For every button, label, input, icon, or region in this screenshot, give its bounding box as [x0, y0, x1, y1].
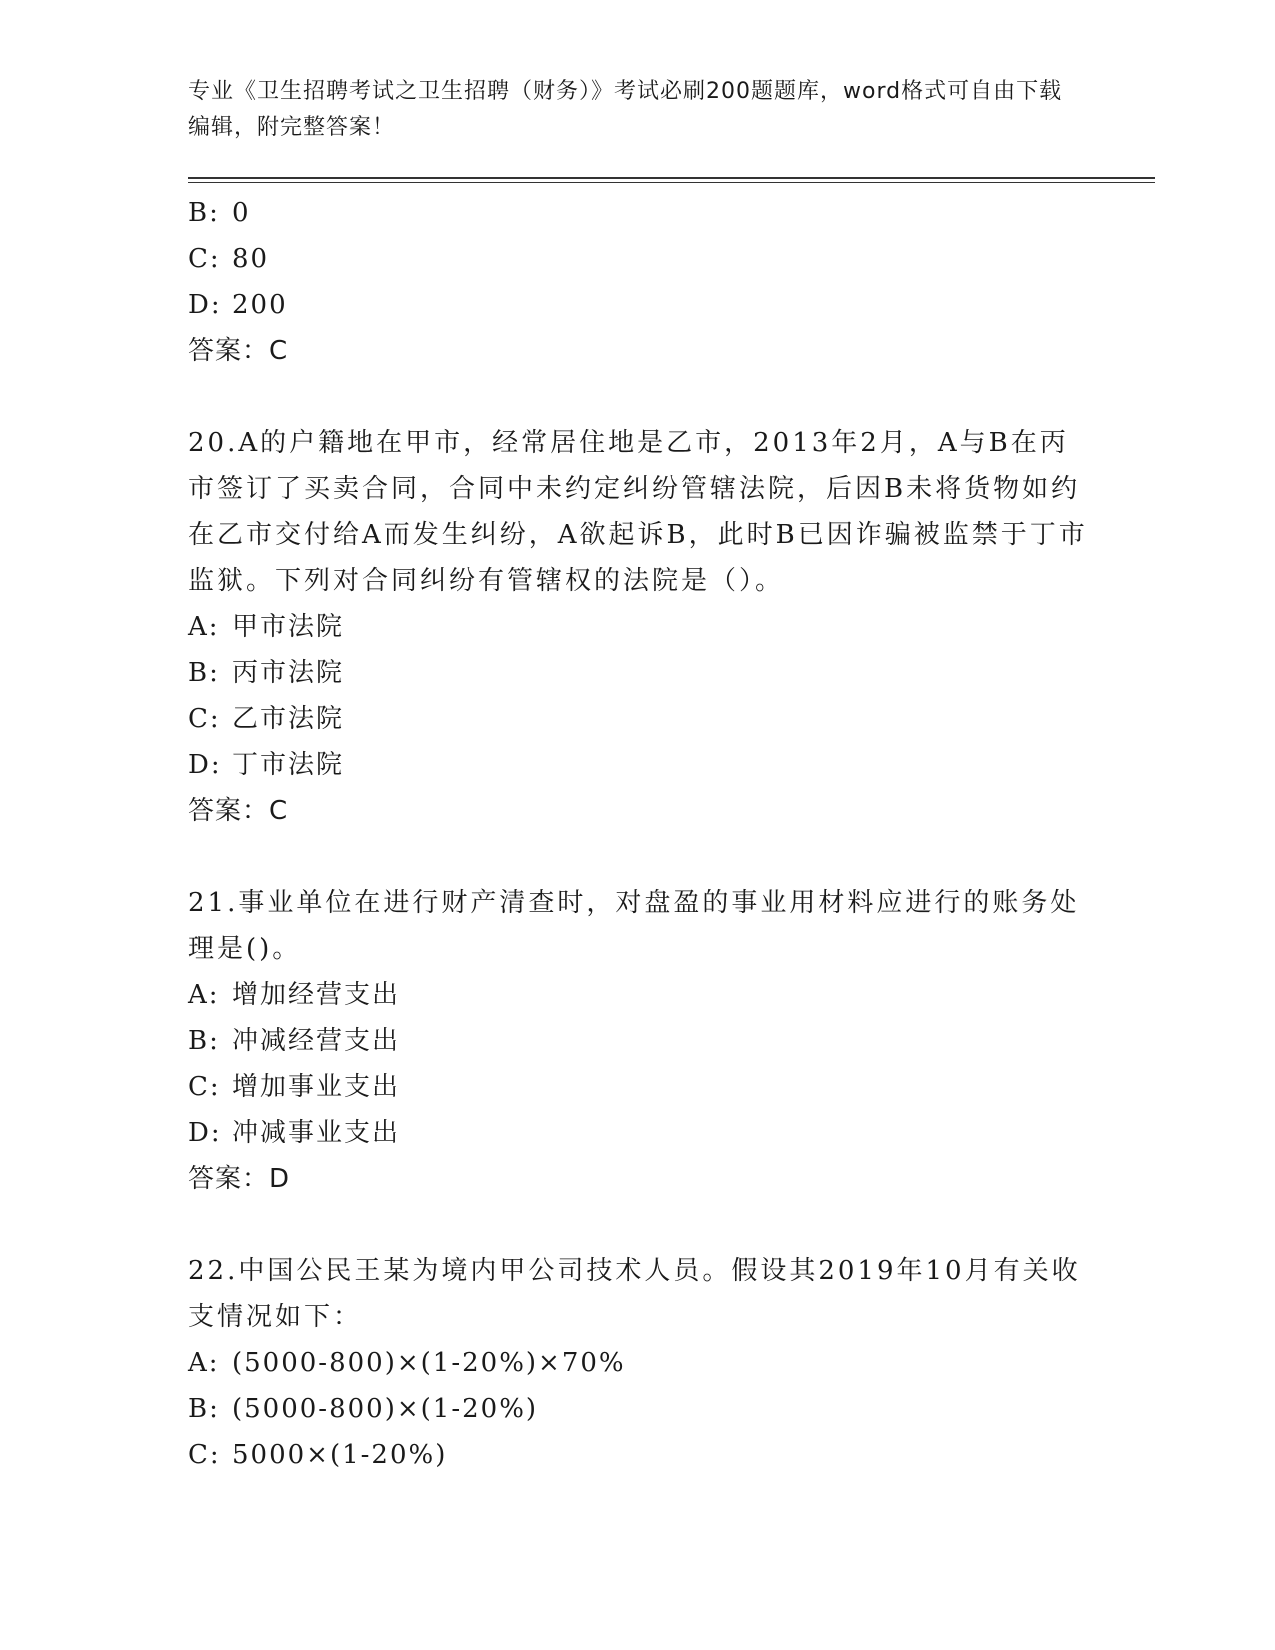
option-text: 甲市法院: [232, 612, 345, 642]
answer-line: 答案：C: [188, 796, 289, 826]
option-text: 增加经营支出: [232, 980, 401, 1010]
question-block: [188, 1248, 1088, 1478]
spacer: [188, 374, 1088, 420]
option-text: 5000×(1-20%): [232, 1440, 448, 1470]
option-key: A:: [188, 980, 220, 1010]
option-text: 丙市法院: [232, 658, 345, 688]
option-text: 80: [232, 244, 270, 274]
answer-line: 答案：D: [188, 1164, 291, 1194]
option-line: [188, 696, 1088, 742]
option-text: 冲减事业支出: [232, 1118, 401, 1148]
question-list: [188, 190, 1088, 1478]
header-rule-thin: [188, 182, 1155, 183]
option-key: A:: [188, 1348, 220, 1378]
option-key: B:: [188, 658, 220, 688]
option-line: [188, 972, 1088, 1018]
option-line: [188, 282, 1088, 328]
option-text: 增加事业支出: [232, 1072, 401, 1102]
document-header: 专业《卫生招聘考试之卫生招聘（财务）》考试必刷200题题库，word格式可自由下载编辑，附完整答案！: [188, 79, 1063, 140]
option-line: [188, 650, 1088, 696]
question-fragment: [188, 190, 1088, 374]
option-key: C:: [188, 1072, 221, 1102]
option-text: 200: [232, 290, 288, 320]
option-line: [188, 604, 1088, 650]
option-text: (5000-800)×(1-20%)×70%: [232, 1348, 626, 1378]
header-rule-thick: [188, 177, 1155, 179]
option-text: 乙市法院: [232, 704, 345, 734]
option-text: 丁市法院: [232, 750, 345, 780]
option-key: B:: [188, 1026, 220, 1056]
option-line: [188, 1340, 1088, 1386]
option-line: [188, 742, 1088, 788]
question-stem: 20.A的户籍地在甲市，经常居住地是乙市，2013年2月，A与B在丙市签订了买卖合同，合同中未约定纠纷管辖法院，后因B未将货物如约在乙市交付给A而发生纠纷，A欲起诉B，此时B已因诈骗被监禁于丁市监狱。下列对合同纠纷有管辖权的法院是（）。: [188, 428, 1088, 596]
option-key: B:: [188, 198, 220, 228]
question-stem: 21.事业单位在进行财产清查时，对盘盈的事业用材料应进行的账务处理是()。: [188, 888, 1080, 964]
option-line: [188, 1064, 1088, 1110]
option-key: C:: [188, 244, 221, 274]
option-key: D:: [188, 750, 222, 780]
option-key: C:: [188, 704, 221, 734]
option-line: [188, 1386, 1088, 1432]
option-key: D:: [188, 1118, 222, 1148]
option-line: [188, 1432, 1088, 1478]
option-line: [188, 236, 1088, 282]
option-key: B:: [188, 1394, 220, 1424]
option-line: [188, 190, 1088, 236]
option-line: [188, 1018, 1088, 1064]
question-block: [188, 880, 1088, 1202]
question-block: [188, 420, 1088, 834]
spacer: [188, 1202, 1088, 1248]
option-line: [188, 1110, 1088, 1156]
option-key: D:: [188, 290, 222, 320]
spacer: [188, 834, 1088, 880]
option-text: 冲减经营支出: [232, 1026, 401, 1056]
answer-line: 答案：C: [188, 336, 289, 366]
question-stem: 22.中国公民王某为境内甲公司技术人员。假设其2019年10月有关收支情况如下：: [188, 1256, 1081, 1332]
option-text: (5000-800)×(1-20%): [232, 1394, 539, 1424]
option-key: A:: [188, 612, 220, 642]
option-key: C:: [188, 1440, 221, 1470]
option-text: 0: [232, 198, 251, 228]
